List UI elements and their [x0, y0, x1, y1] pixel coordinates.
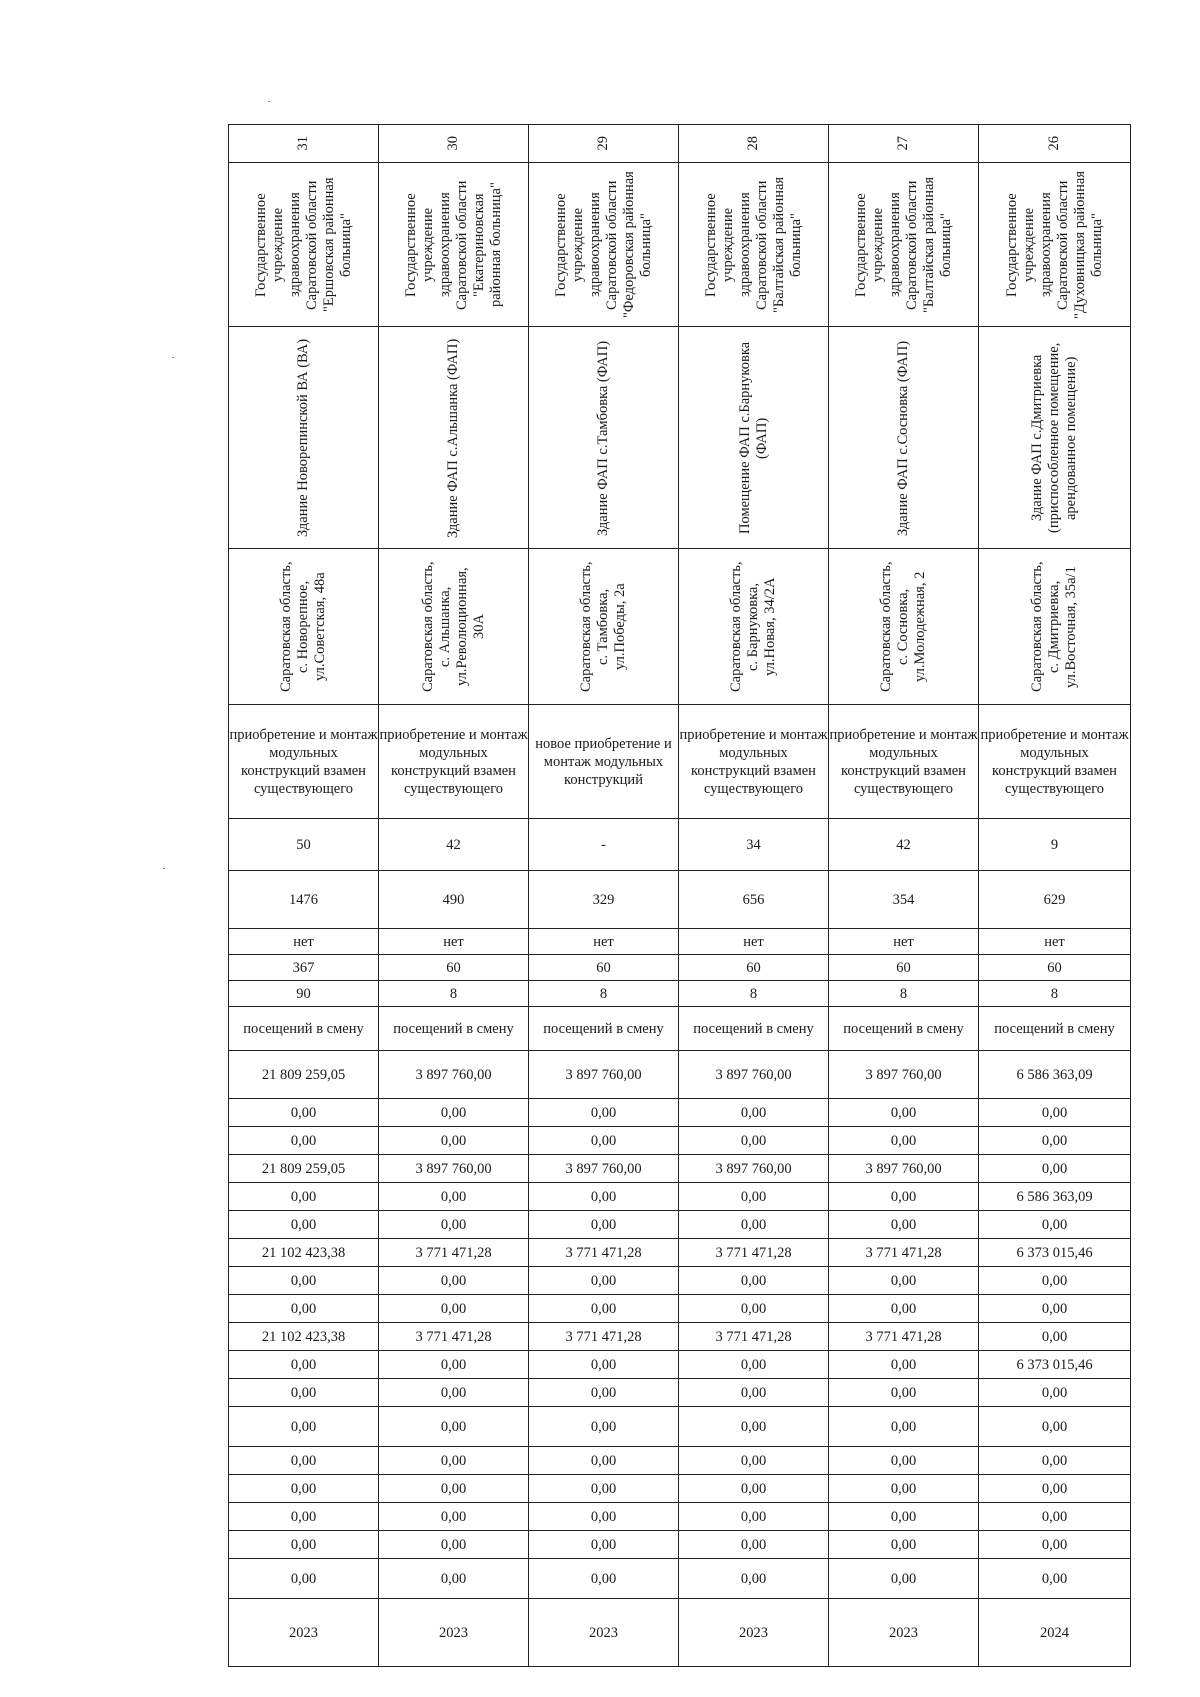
amount-cell: 0,00	[979, 1531, 1131, 1559]
amount-cell: 0,00	[829, 1407, 979, 1447]
row-organization	[229, 163, 1131, 327]
amount-cell: 0,00	[379, 1559, 529, 1599]
financing-row	[229, 1267, 1131, 1295]
amount-cell: 0,00	[679, 1127, 829, 1155]
amount-cell: 6 586 363,09	[979, 1051, 1131, 1099]
address: Саратовская область, с. Дмитриевка, ул.Восточная, 35а/1	[979, 549, 1131, 705]
amount-cell: 0,00	[229, 1127, 379, 1155]
year-cell: 2023	[379, 1599, 529, 1667]
value-cell: нет	[679, 929, 829, 955]
amount-cell: 0,00	[829, 1351, 979, 1379]
amount-cell: 0,00	[529, 1379, 679, 1407]
amount-cell: 0,00	[229, 1211, 379, 1239]
amount-cell: 0,00	[679, 1183, 829, 1211]
amount-cell: 6 373 015,46	[979, 1351, 1131, 1379]
amount-cell: 0,00	[379, 1211, 529, 1239]
year-cell: 2024	[979, 1599, 1131, 1667]
value-cell: 1476	[229, 871, 379, 929]
object-name: Здание ФАП с.Альшанка (ФАП)	[379, 327, 529, 549]
amount-cell: 0,00	[229, 1351, 379, 1379]
value-cell: 90	[229, 981, 379, 1007]
amount-cell: 0,00	[529, 1351, 679, 1379]
financing-row	[229, 1051, 1131, 1099]
amount-cell: 0,00	[829, 1099, 979, 1127]
organization-name: Государственное учреждение здравоохранения Саратовской области "Федоровская районная больница"	[529, 163, 679, 327]
amount-cell: 0,00	[979, 1447, 1131, 1475]
amount-cell: 0,00	[379, 1407, 529, 1447]
amount-cell: 0,00	[979, 1407, 1131, 1447]
year-cell: 2023	[229, 1599, 379, 1667]
amount-cell: 0,00	[529, 1475, 679, 1503]
scan-speck	[268, 101, 270, 102]
unit-cell: посещений в смену	[529, 1007, 679, 1051]
amount-cell: 0,00	[829, 1127, 979, 1155]
address: Саратовская область, с. Сосновка, ул.Молодежная, 2	[829, 549, 979, 705]
year-cell: 2023	[679, 1599, 829, 1667]
unit-cell: посещений в смену	[829, 1007, 979, 1051]
value-cell: 8	[529, 981, 679, 1007]
financing-row	[229, 1559, 1131, 1599]
amount-cell: 3 897 760,00	[529, 1051, 679, 1099]
row-year	[229, 1599, 1131, 1667]
amount-cell: 0,00	[979, 1211, 1131, 1239]
amount-cell: 0,00	[379, 1531, 529, 1559]
financing-row	[229, 1155, 1131, 1183]
value-cell: 9	[979, 819, 1131, 871]
value-cell: 329	[529, 871, 679, 929]
value-cell: -	[529, 819, 679, 871]
value-cell: 656	[679, 871, 829, 929]
value-cell: 629	[979, 871, 1131, 929]
amount-cell: 21 102 423,38	[229, 1323, 379, 1351]
amount-cell: 21 809 259,05	[229, 1155, 379, 1183]
amount-cell: 3 897 760,00	[379, 1155, 529, 1183]
value-cell: нет	[529, 929, 679, 955]
object-name: Здание ФАП с.Дмитриевка (приспособленное помещение, арендованное помещение)	[979, 327, 1131, 549]
financing-row	[229, 1099, 1131, 1127]
unit-cell: посещений в смену	[379, 1007, 529, 1051]
row-action	[229, 705, 1131, 819]
amount-cell: 0,00	[679, 1475, 829, 1503]
unit-cell: посещений в смену	[979, 1007, 1131, 1051]
amount-cell: 0,00	[679, 1559, 829, 1599]
amount-cell: 0,00	[829, 1211, 979, 1239]
amount-cell: 0,00	[379, 1267, 529, 1295]
amount-cell: 0,00	[229, 1099, 379, 1127]
amount-cell: 0,00	[979, 1155, 1131, 1183]
value-cell: 60	[679, 955, 829, 981]
amount-cell: 0,00	[229, 1447, 379, 1475]
amount-cell: 0,00	[229, 1559, 379, 1599]
value-cell: 490	[379, 871, 529, 929]
row-value-4	[229, 955, 1131, 981]
amount-cell: 3 771 471,28	[679, 1239, 829, 1267]
financing-row	[229, 1531, 1131, 1559]
object-name: Здание ФАП с.Сосновка (ФАП)	[829, 327, 979, 549]
amount-cell: 0,00	[979, 1295, 1131, 1323]
row-value-2	[229, 871, 1131, 929]
value-cell: нет	[229, 929, 379, 955]
amount-cell: 0,00	[979, 1559, 1131, 1599]
amount-cell: 6 373 015,46	[979, 1239, 1131, 1267]
amount-cell: 3 897 760,00	[679, 1155, 829, 1183]
amount-cell: 0,00	[829, 1183, 979, 1211]
amount-cell: 0,00	[529, 1407, 679, 1447]
amount-cell: 0,00	[829, 1531, 979, 1559]
amount-cell: 3 897 760,00	[679, 1051, 829, 1099]
amount-cell: 0,00	[379, 1099, 529, 1127]
unit-cell: посещений в смену	[229, 1007, 379, 1051]
row-unit	[229, 1007, 1131, 1051]
scan-speck	[172, 357, 174, 358]
amount-cell: 0,00	[979, 1099, 1131, 1127]
financing-row	[229, 1503, 1131, 1531]
value-cell: 8	[829, 981, 979, 1007]
action-type: приобретение и монтаж модульных конструкций взамен существующего	[379, 705, 529, 819]
amount-cell: 3 771 471,28	[679, 1323, 829, 1351]
row-address	[229, 549, 1131, 705]
amount-cell: 3 897 760,00	[379, 1051, 529, 1099]
amount-cell: 0,00	[379, 1295, 529, 1323]
amount-cell: 0,00	[529, 1531, 679, 1559]
financing-row	[229, 1323, 1131, 1351]
amount-cell: 0,00	[829, 1295, 979, 1323]
financing-rows	[229, 1051, 1131, 1599]
value-cell: 60	[979, 955, 1131, 981]
amount-cell: 0,00	[229, 1183, 379, 1211]
column-number: 28	[679, 125, 829, 163]
financing-row	[229, 1211, 1131, 1239]
amount-cell: 3 897 760,00	[529, 1155, 679, 1183]
organization-name: Государственное учреждение здравоохранения Саратовской области "Балтайская районная больница"	[829, 163, 979, 327]
amount-cell: 0,00	[679, 1211, 829, 1239]
value-cell: 42	[379, 819, 529, 871]
amount-cell: 0,00	[679, 1351, 829, 1379]
column-number: 29	[529, 125, 679, 163]
address: Саратовская область, с. Тамбовка, ул.Победы, 2а	[529, 549, 679, 705]
amount-cell: 3 897 760,00	[829, 1051, 979, 1099]
amount-cell: 6 586 363,09	[979, 1183, 1131, 1211]
action-type: приобретение и монтаж модульных конструкций взамен существующего	[229, 705, 379, 819]
amount-cell: 0,00	[529, 1183, 679, 1211]
address: Саратовская область, с. Новорепное, ул.Советская, 48а	[229, 549, 379, 705]
address: Саратовская область, с. Альшанка, ул.Революционная, 30А	[379, 549, 529, 705]
financing-row	[229, 1475, 1131, 1503]
object-name: Здание Новорепинской ВА (ВА)	[229, 327, 379, 549]
value-cell: нет	[979, 929, 1131, 955]
amount-cell: 0,00	[379, 1503, 529, 1531]
amount-cell: 21 102 423,38	[229, 1239, 379, 1267]
amount-cell: 0,00	[829, 1379, 979, 1407]
amount-cell: 0,00	[829, 1559, 979, 1599]
amount-cell: 0,00	[979, 1379, 1131, 1407]
amount-cell: 3 771 471,28	[379, 1323, 529, 1351]
amount-cell: 3 771 471,28	[529, 1323, 679, 1351]
value-cell: 60	[379, 955, 529, 981]
facility-table	[228, 124, 1131, 1667]
amount-cell: 0,00	[679, 1267, 829, 1295]
value-cell: 60	[829, 955, 979, 981]
year-cell: 2023	[529, 1599, 679, 1667]
financing-row	[229, 1407, 1131, 1447]
amount-cell: 3 771 471,28	[379, 1239, 529, 1267]
financing-row	[229, 1183, 1131, 1211]
amount-cell: 0,00	[829, 1447, 979, 1475]
financing-row	[229, 1351, 1131, 1379]
amount-cell: 0,00	[529, 1503, 679, 1531]
amount-cell: 0,00	[379, 1351, 529, 1379]
value-cell: 60	[529, 955, 679, 981]
amount-cell: 0,00	[679, 1295, 829, 1323]
column-number: 26	[979, 125, 1131, 163]
action-type: новое приобретение и монтаж модульных конструкций	[529, 705, 679, 819]
row-object	[229, 327, 1131, 549]
year-cell: 2023	[829, 1599, 979, 1667]
amount-cell: 0,00	[229, 1379, 379, 1407]
organization-name: Государственное учреждение здравоохранения Саратовской области "Екатериновская районная больница"	[379, 163, 529, 327]
amount-cell: 0,00	[529, 1295, 679, 1323]
amount-cell: 0,00	[229, 1407, 379, 1447]
amount-cell: 0,00	[979, 1475, 1131, 1503]
unit-cell: посещений в смену	[679, 1007, 829, 1051]
amount-cell: 0,00	[379, 1379, 529, 1407]
amount-cell: 3 771 471,28	[829, 1239, 979, 1267]
amount-cell: 3 771 471,28	[529, 1239, 679, 1267]
value-cell: 50	[229, 819, 379, 871]
value-cell: нет	[829, 929, 979, 955]
object-name: Помещение ФАП с.Барнуковка (ФАП)	[679, 327, 829, 549]
action-type: приобретение и монтаж модульных конструкций взамен существующего	[979, 705, 1131, 819]
financing-row	[229, 1295, 1131, 1323]
column-number: 31	[229, 125, 379, 163]
column-number: 27	[829, 125, 979, 163]
column-number: 30	[379, 125, 529, 163]
row-value-3	[229, 929, 1131, 955]
amount-cell: 0,00	[529, 1447, 679, 1475]
financing-row	[229, 1239, 1131, 1267]
amount-cell: 0,00	[529, 1211, 679, 1239]
amount-cell: 0,00	[979, 1267, 1131, 1295]
amount-cell: 21 809 259,05	[229, 1051, 379, 1099]
financing-row	[229, 1447, 1131, 1475]
value-cell: нет	[379, 929, 529, 955]
amount-cell: 0,00	[679, 1099, 829, 1127]
amount-cell: 3 897 760,00	[829, 1155, 979, 1183]
value-cell: 354	[829, 871, 979, 929]
amount-cell: 0,00	[679, 1531, 829, 1559]
address: Саратовская область, с. Барнуковка, ул.Новая, 34/2А	[679, 549, 829, 705]
row-value-5	[229, 981, 1131, 1007]
row-number	[229, 125, 1131, 163]
amount-cell: 0,00	[379, 1447, 529, 1475]
row-value-1	[229, 819, 1131, 871]
scan-speck	[163, 868, 165, 869]
amount-cell: 0,00	[829, 1475, 979, 1503]
object-name: Здание ФАП с.Тамбовка (ФАП)	[529, 327, 679, 549]
amount-cell: 0,00	[679, 1379, 829, 1407]
amount-cell: 0,00	[979, 1323, 1131, 1351]
value-cell: 8	[979, 981, 1131, 1007]
amount-cell: 0,00	[979, 1503, 1131, 1531]
amount-cell: 0,00	[529, 1127, 679, 1155]
amount-cell: 0,00	[229, 1475, 379, 1503]
amount-cell: 0,00	[229, 1503, 379, 1531]
amount-cell: 0,00	[229, 1267, 379, 1295]
value-cell: 8	[379, 981, 529, 1007]
action-type: приобретение и монтаж модульных конструкций взамен существующего	[829, 705, 979, 819]
value-cell: 42	[829, 819, 979, 871]
value-cell: 367	[229, 955, 379, 981]
amount-cell: 0,00	[979, 1127, 1131, 1155]
organization-name: Государственное учреждение здравоохранения Саратовской области "Духовницкая районная больница"	[979, 163, 1131, 327]
amount-cell: 0,00	[529, 1267, 679, 1295]
amount-cell: 0,00	[679, 1503, 829, 1531]
amount-cell: 0,00	[829, 1503, 979, 1531]
amount-cell: 0,00	[529, 1559, 679, 1599]
value-cell: 8	[679, 981, 829, 1007]
amount-cell: 0,00	[679, 1447, 829, 1475]
amount-cell: 3 771 471,28	[829, 1323, 979, 1351]
amount-cell: 0,00	[679, 1407, 829, 1447]
amount-cell: 0,00	[379, 1183, 529, 1211]
amount-cell: 0,00	[529, 1099, 679, 1127]
amount-cell: 0,00	[229, 1295, 379, 1323]
amount-cell: 0,00	[379, 1475, 529, 1503]
financing-row	[229, 1379, 1131, 1407]
amount-cell: 0,00	[229, 1531, 379, 1559]
organization-name: Государственное учреждение здравоохранения Саратовской области "Балтайская районная больница"	[679, 163, 829, 327]
value-cell: 34	[679, 819, 829, 871]
financing-row	[229, 1127, 1131, 1155]
amount-cell: 0,00	[379, 1127, 529, 1155]
organization-name: Государственное учреждение здравоохранения Саратовской области "Ершовская районная больница"	[229, 163, 379, 327]
amount-cell: 0,00	[829, 1267, 979, 1295]
action-type: приобретение и монтаж модульных конструкций взамен существующего	[679, 705, 829, 819]
